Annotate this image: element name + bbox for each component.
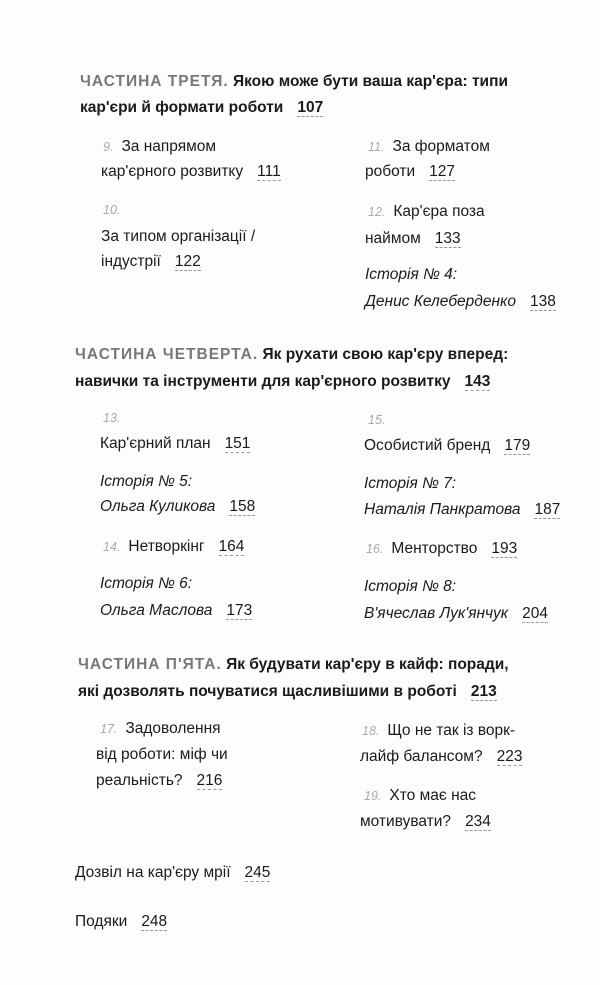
page-number: 213 <box>470 683 497 700</box>
story-7[interactable] <box>364 500 560 520</box>
entry-title: Хто має нас <box>389 787 477 804</box>
page-number: 223 <box>496 748 523 765</box>
entry-title: мотивувати? <box>360 813 452 830</box>
entry-title: Менторство <box>391 540 478 557</box>
toc-entry-13-title[interactable] <box>100 434 250 454</box>
part-title: які дозволять почуватися щасливішими в роботі <box>78 683 457 700</box>
page-number: 234 <box>465 813 491 830</box>
story-5[interactable] <box>100 497 255 517</box>
toc-entry-17-line3[interactable] <box>96 771 222 791</box>
page-number: 158 <box>229 498 256 515</box>
entry-title: Кар'єрний план <box>100 435 211 452</box>
chapter-number: 19. <box>364 789 382 803</box>
story-name: Ольга Маслова <box>100 602 213 619</box>
story-8-label: Історія № 8: <box>364 578 457 595</box>
part-title: Якою може бути ваша кар'єра: типи <box>232 73 508 90</box>
story-8[interactable] <box>364 604 548 624</box>
toc-entry-9[interactable] <box>103 137 216 157</box>
page-number: 122 <box>174 253 201 270</box>
toc-entry-16[interactable] <box>366 539 517 559</box>
entry-title: Що не так із ворк- <box>387 722 516 739</box>
entry-title: За напрямом <box>121 138 217 155</box>
page-number: 164 <box>218 538 245 555</box>
entry-title: індустрії <box>101 253 161 270</box>
part4-heading[interactable] <box>75 345 508 365</box>
page-number: 216 <box>196 772 223 789</box>
chapter-number: 12. <box>368 205 386 219</box>
part3-heading[interactable] <box>80 72 508 92</box>
chapter-number: 10. <box>103 203 121 217</box>
part3-heading-line2[interactable] <box>80 98 323 118</box>
chapter-number: 18. <box>362 724 380 738</box>
part-title: Як рухати свою кар'єру вперед: <box>262 346 509 363</box>
part4-heading-line2[interactable] <box>75 372 490 392</box>
chapter-number: 9. <box>103 140 114 154</box>
page-number: 143 <box>464 373 491 390</box>
toc-entry-15[interactable] <box>368 410 393 430</box>
toc-entry-15-title[interactable] <box>364 436 530 456</box>
toc-entry-17[interactable] <box>100 719 221 739</box>
chapter-number: 15. <box>368 413 386 427</box>
chapter-number: 14. <box>103 540 121 554</box>
entry-title: Дозвіл на кар'єру мрії <box>75 864 231 881</box>
toc-entry-13[interactable] <box>103 408 128 428</box>
entry-title: За типом організації / <box>101 228 256 245</box>
toc-entry-11-line2[interactable] <box>365 162 455 182</box>
toc-entry-11[interactable] <box>368 137 490 157</box>
story-6-label: Історія № 6: <box>100 575 193 592</box>
entry-title: роботи <box>365 163 416 180</box>
toc-entry-dream-career[interactable] <box>75 863 270 883</box>
story-4-label: Історія № 4: <box>365 266 458 283</box>
story-name: Ольга Куликова <box>100 498 216 515</box>
chapter-number: 16. <box>366 542 384 556</box>
toc-entry-12-line2[interactable] <box>365 229 461 249</box>
toc-entry-acknowledgements[interactable] <box>75 912 167 932</box>
page-number: 151 <box>224 435 251 452</box>
part-label: ЧАСТИНА П'ЯТА. <box>78 656 222 673</box>
chapter-number: 17. <box>100 722 118 736</box>
story-6[interactable] <box>100 601 252 621</box>
entry-title: наймом <box>365 230 421 247</box>
toc-entry-17-line2[interactable]: від роботи: міф чи <box>96 746 228 763</box>
entry-title: Задоволення <box>125 720 221 737</box>
toc-entry-14[interactable] <box>103 537 244 557</box>
part-title: навички та інструменти для кар'єрного розвитку <box>75 373 451 390</box>
page-number: 193 <box>491 540 518 557</box>
entry-title: лайф балансом? <box>360 748 483 765</box>
story-5-label: Історія № 5: <box>100 473 193 490</box>
chapter-number: 13. <box>103 411 121 425</box>
part-title: Як будувати кар'єру в кайф: поради, <box>226 656 509 673</box>
page-number: 138 <box>529 293 556 310</box>
page-number: 173 <box>226 602 253 619</box>
story-name: Наталія Панкратова <box>364 501 521 518</box>
toc-entry-10-line2[interactable] <box>101 252 201 272</box>
page-number: 127 <box>429 163 456 180</box>
toc-entry-19[interactable] <box>364 786 476 806</box>
toc-entry-10[interactable] <box>103 200 128 220</box>
page-number: 107 <box>297 99 324 116</box>
page-number: 248 <box>141 913 168 930</box>
page-number: 187 <box>534 501 561 518</box>
entry-title: Особистий бренд <box>364 437 491 454</box>
page-number: 111 <box>257 163 281 180</box>
part-title: кар'єри й формати роботи <box>80 99 284 116</box>
page-number: 133 <box>434 230 461 247</box>
chapter-number: 11. <box>368 140 385 154</box>
part5-heading-line2[interactable] <box>78 682 497 702</box>
entry-title: кар'єрного розвитку <box>101 163 244 180</box>
page-number: 204 <box>522 605 548 622</box>
toc-entry-19-line2[interactable] <box>360 812 491 832</box>
story-name: В'ячеслав Лук'янчук <box>364 605 509 622</box>
entry-title: реальність? <box>96 772 183 789</box>
entry-title: Подяки <box>75 913 128 930</box>
toc-entry-18[interactable] <box>362 721 515 741</box>
story-name: Денис Келеберденко <box>365 293 516 310</box>
part5-heading[interactable] <box>78 655 509 675</box>
entry-title: Кар'єра поза <box>393 203 485 220</box>
page-number: 245 <box>244 864 271 881</box>
story-7-label: Історія № 7: <box>364 475 457 492</box>
toc-entry-9-line2[interactable] <box>101 162 281 182</box>
part-label: ЧАСТИНА ТРЕТЯ. <box>80 73 229 90</box>
entry-title: Нетворкінг <box>128 538 205 555</box>
toc-entry-18-line2[interactable] <box>360 747 522 767</box>
page-number: 179 <box>504 437 531 454</box>
story-4[interactable] <box>365 292 556 312</box>
toc-entry-12[interactable] <box>368 202 485 222</box>
toc-entry-10-line1[interactable] <box>101 227 255 247</box>
part-label: ЧАСТИНА ЧЕТВЕРТА. <box>75 346 259 363</box>
entry-title: За форматом <box>392 138 490 155</box>
